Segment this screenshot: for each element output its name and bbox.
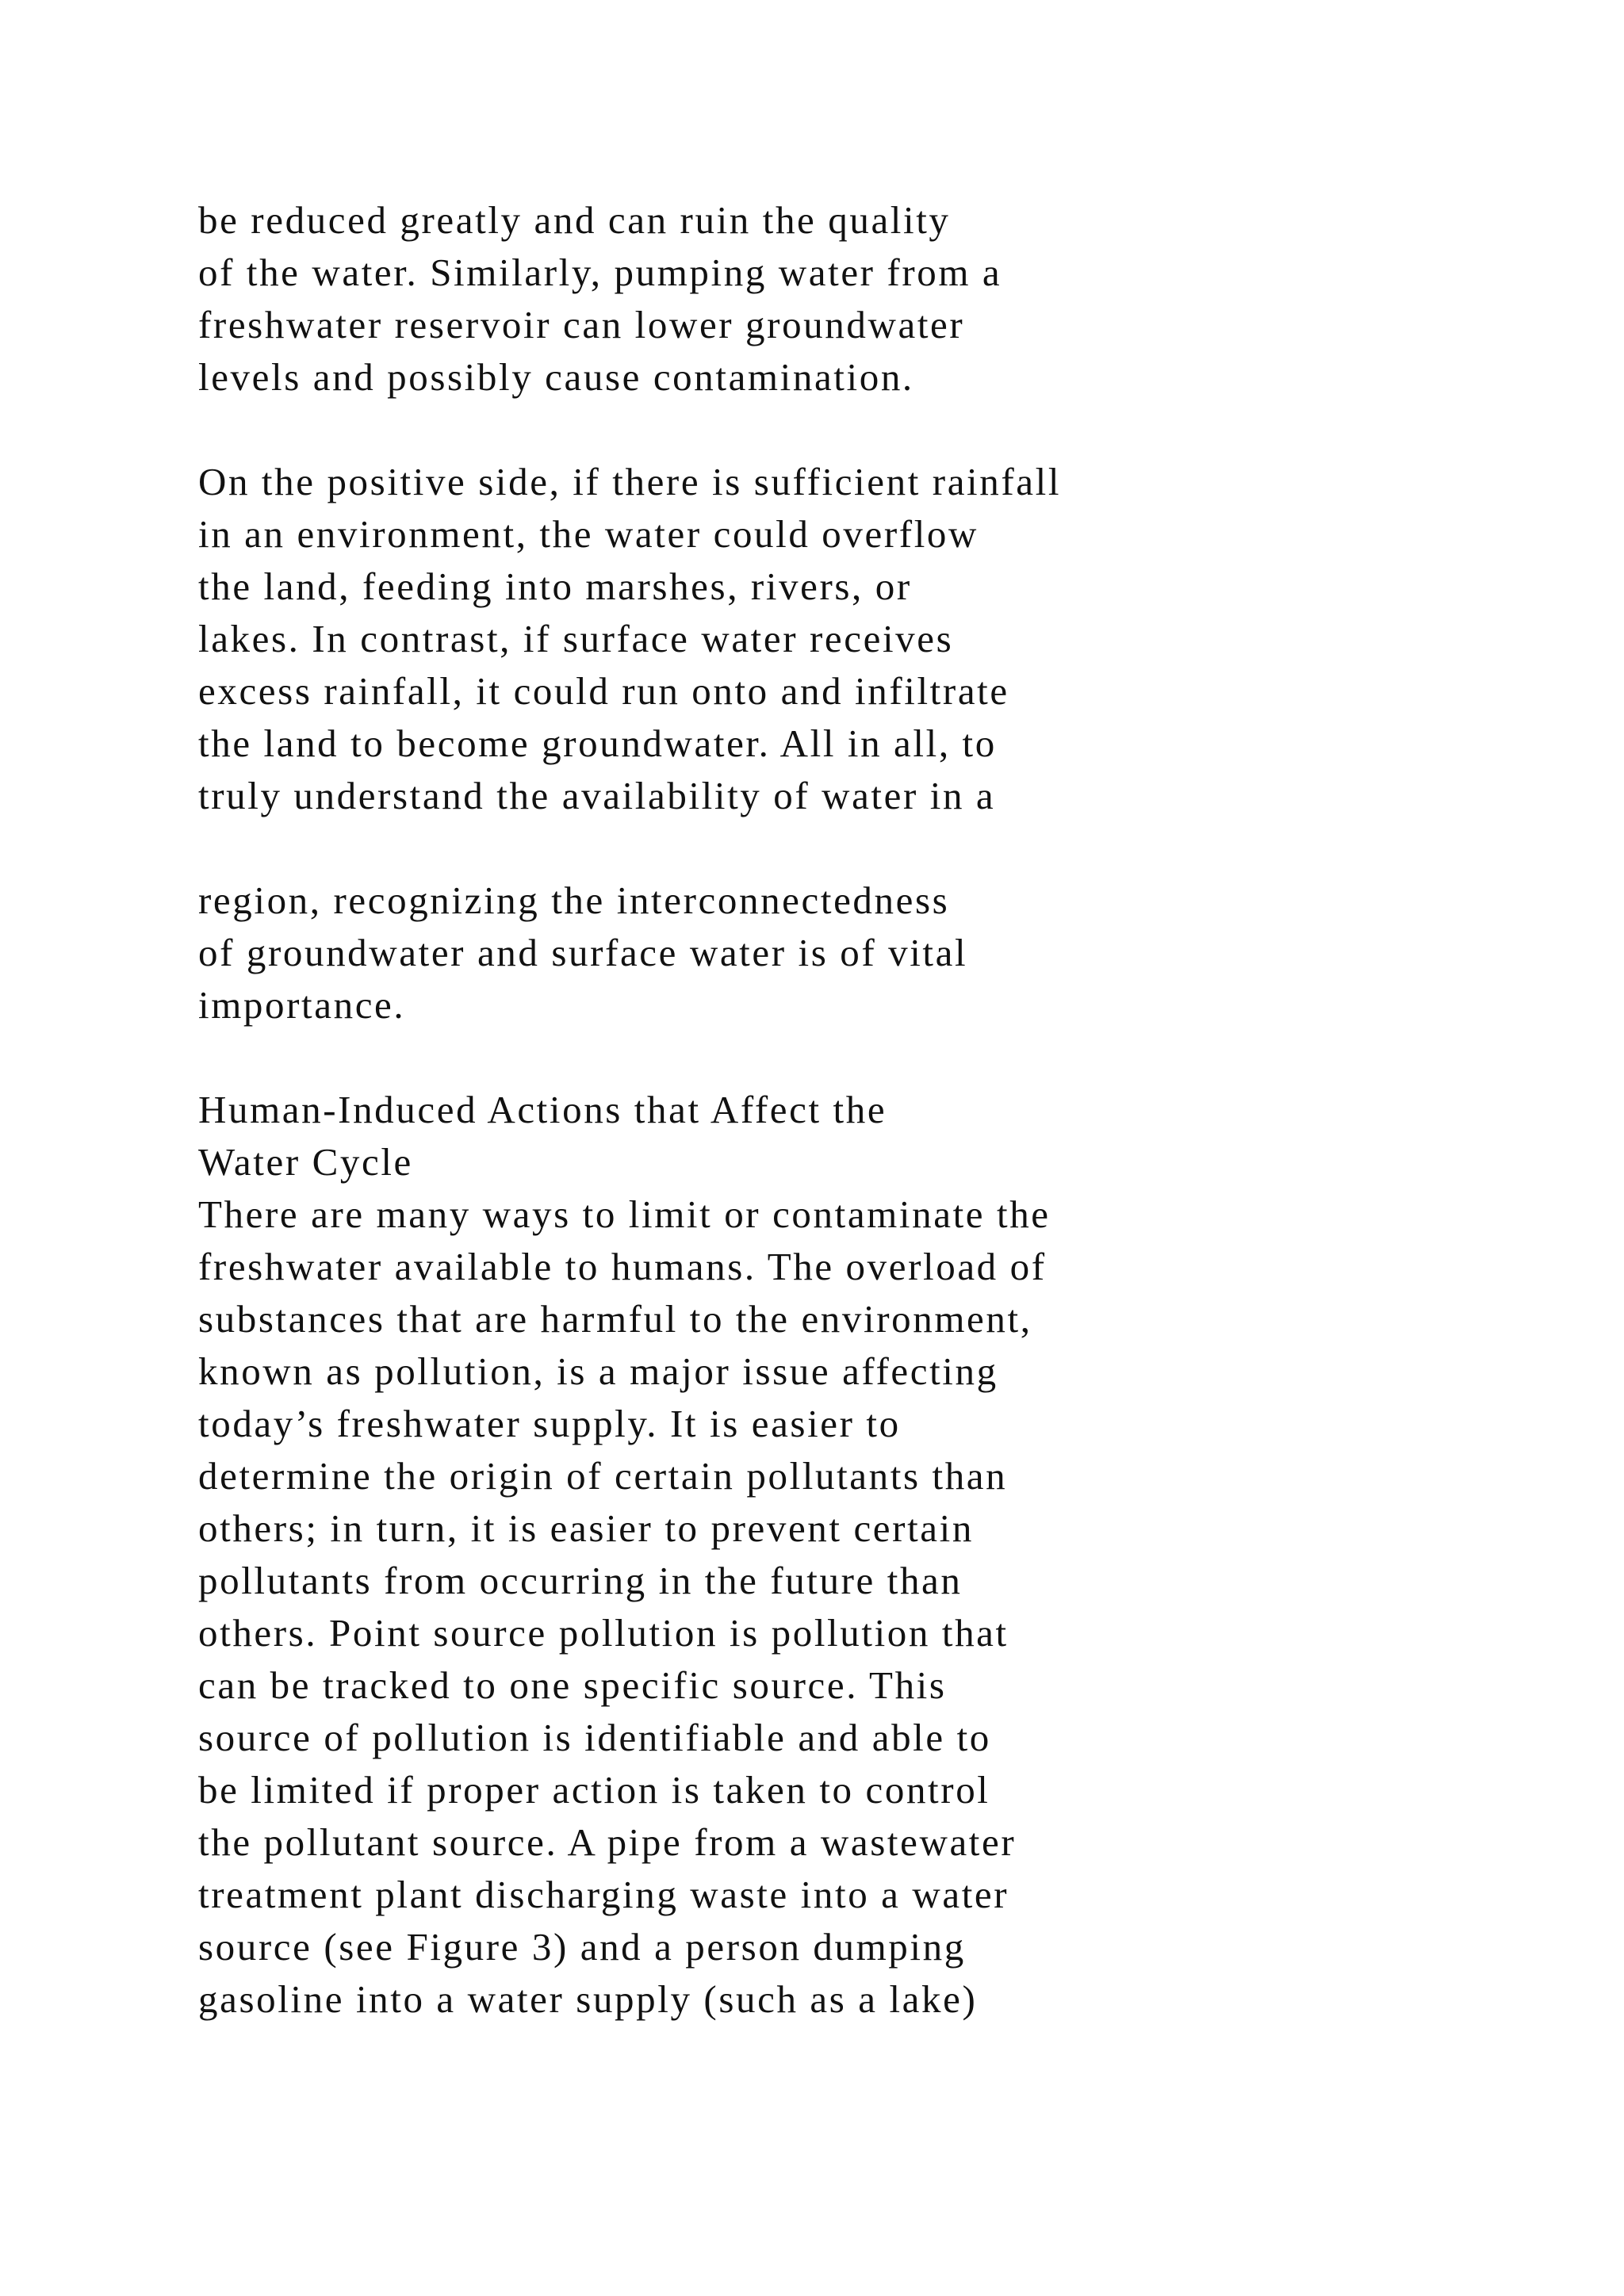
text-line: truly understand the availability of water in a — [198, 774, 996, 817]
text-line: freshwater reservoir can lower groundwater — [198, 303, 965, 346]
text-line: excess rainfall, it could run onto and infiltrate — [198, 669, 1009, 713]
paragraph-gap — [198, 404, 1546, 456]
text-line: region, recognizing the interconnectedness — [198, 878, 950, 922]
paragraph-gap — [198, 1031, 1546, 1084]
text-line: the land to become groundwater. All in all, to — [198, 721, 997, 765]
paragraph-1 — [198, 194, 1546, 404]
text-line: of the water. Similarly, pumping water from a — [198, 251, 1002, 294]
text-line: the land, feeding into marshes, rivers, or — [198, 564, 912, 608]
text-line: lakes. In contrast, if surface water receives — [198, 617, 954, 660]
text-line: freshwater available to humans. The overload of — [198, 1245, 1047, 1288]
heading-line: Human-Induced Actions that Affect the — [198, 1088, 887, 1131]
text-line: source (see Figure 3) and a person dumping — [198, 1925, 966, 1969]
text-line: gasoline into a water supply (such as a lake) — [198, 1977, 978, 2021]
text-line: substances that are harmful to the environment, — [198, 1297, 1032, 1341]
text-column — [198, 194, 1546, 2026]
text-line: known as pollution, is a major issue affecting — [198, 1349, 998, 1393]
text-line: determine the origin of certain pollutants than — [198, 1454, 1008, 1498]
text-line: others; in turn, it is easier to prevent certain — [198, 1506, 974, 1550]
heading-line: Water Cycle — [198, 1140, 413, 1184]
text-line: today’s freshwater supply. It is easier to — [198, 1402, 901, 1445]
text-line: source of pollution is identifiable and able to — [198, 1716, 991, 1759]
text-line: can be tracked to one specific source. This — [198, 1663, 947, 1707]
paragraph-2 — [198, 456, 1546, 822]
text-line: importance. — [198, 983, 406, 1027]
text-line: be limited if proper action is taken to control — [198, 1768, 990, 1812]
text-line: There are many ways to limit or contaminate the — [198, 1192, 1051, 1236]
text-line: of groundwater and surface water is of vital — [198, 931, 968, 974]
section-heading — [198, 1084, 1546, 1188]
text-line: levels and possibly cause contamination. — [198, 355, 914, 399]
text-line: On the positive side, if there is sufficient rainfall — [198, 460, 1062, 503]
text-line: treatment plant discharging waste into a water — [198, 1873, 1009, 1916]
text-line: the pollutant source. A pipe from a wastewater — [198, 1820, 1017, 1864]
paragraph-3 — [198, 874, 1546, 1031]
text-line: be reduced greatly and can ruin the quality — [198, 198, 951, 242]
text-line: pollutants from occurring in the future than — [198, 1559, 963, 1602]
text-line: others. Point source pollution is pollution that — [198, 1611, 1009, 1655]
text-line: in an environment, the water could overflow — [198, 512, 979, 556]
paragraph-gap — [198, 822, 1546, 874]
paragraph-4 — [198, 1188, 1546, 2026]
